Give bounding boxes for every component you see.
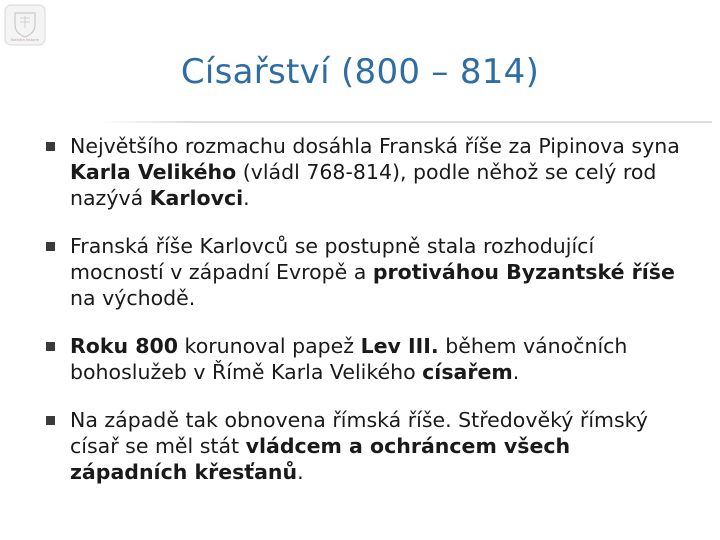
bullet-text: Franská říše Karlovců se postupně stala rozhodující mocností v západní Evropě a	[70, 234, 595, 284]
square-bullet-icon	[46, 416, 55, 425]
university-seal-icon	[3, 3, 47, 47]
square-bullet-icon	[46, 142, 55, 151]
title-divider	[100, 121, 712, 123]
bullet-bold-text: Lev III.	[360, 334, 439, 358]
bullet-item	[46, 133, 686, 211]
bullet-bold-text: Karla Velikého	[70, 160, 237, 184]
bullet-bold-text: císařem	[422, 360, 513, 384]
bullet-text: .	[512, 360, 520, 384]
bullet-bold-text: vládcem a ochráncem všech západních křesťanů	[70, 434, 571, 484]
bullet-text: Největšího rozmachu dosáhla Franská říše za Pipinova syna	[70, 134, 680, 158]
bullet-text: Na západě tak obnovena římská říše. Středověký římský císař se měl stát	[70, 408, 648, 458]
bullet-item	[46, 233, 686, 311]
bullet-text: korunoval papež	[178, 334, 361, 358]
bullet-text: (vládl 768-814), podle něhož se celý rod nazývá	[70, 160, 657, 210]
bullet-bold-text: Karlovci	[149, 186, 244, 210]
bullet-bold-text: Roku 800	[70, 334, 179, 358]
bullet-item	[46, 333, 686, 385]
bullet-item	[46, 407, 686, 485]
bullet-text: .	[243, 186, 250, 210]
square-bullet-icon	[46, 242, 55, 251]
slide-title: Císařství (800 – 814)	[180, 52, 540, 92]
university-logo	[3, 3, 47, 47]
bullet-text: během vánočních bohoslužeb v Římě Karla Velikého	[70, 334, 628, 384]
bullet-text: .	[297, 460, 304, 484]
bullet-bold-text: protiváhou Byzantské říše	[372, 260, 675, 284]
square-bullet-icon	[46, 342, 55, 351]
bullet-list	[46, 133, 686, 485]
logo-caption: Katedra historie	[11, 38, 39, 42]
bullet-text: na východě.	[70, 286, 196, 310]
